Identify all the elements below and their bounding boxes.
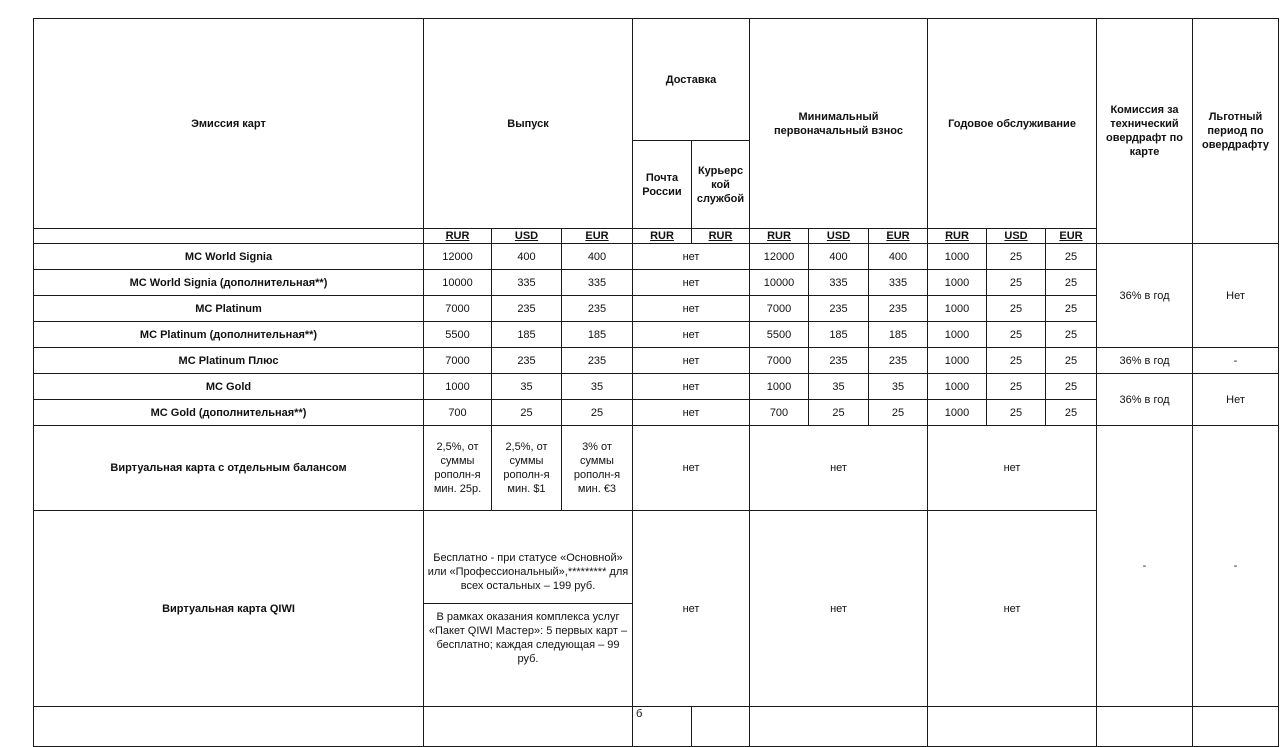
issue-eur: 335 [562,270,633,296]
issue-qiwi-top: Бесплатно - при статусе «Основной» или «Профессиональный»,********* для всех остальных – 199 руб. [424,551,632,604]
delivery-value: нет [633,400,750,426]
card-name: Виртуальная карта QIWI [34,511,424,707]
min-deposit-value: нет [750,511,928,707]
annual-rur: 1000 [928,296,987,322]
currency-annual-usd: USD [987,229,1046,244]
min-rur: 700 [750,400,809,426]
card-name: MC Platinum Плюс [34,348,424,374]
issue-eur: 25 [562,400,633,426]
annual-eur: 25 [1046,296,1097,322]
grace-group-3: Нет [1193,374,1279,426]
currency-post-rur: RUR [633,229,692,244]
currency-min-eur: EUR [869,229,928,244]
issue-usd: 35 [492,374,562,400]
annual-usd: 25 [987,322,1046,348]
currency-issue-eur: EUR [562,229,633,244]
annual-usd: 25 [987,374,1046,400]
issue-eur: 235 [562,348,633,374]
card-name: MC World Signia (дополнительная**) [34,270,424,296]
header-emission: Эмиссия карт [34,19,424,229]
header-issue: Выпуск [424,19,633,229]
overdraft-fee-qiwi: - [1097,426,1193,707]
currency-courier-rur: RUR [692,229,750,244]
delivery-value: нет [633,244,750,270]
min-rur: 12000 [750,244,809,270]
min-rur: 10000 [750,270,809,296]
annual-service-value: нет [928,426,1097,511]
issue-usd: 235 [492,348,562,374]
card-name: Виртуальная карта с отдельным балансом [34,426,424,511]
table-row [34,400,1279,426]
annual-usd: 25 [987,244,1046,270]
min-eur: 235 [869,296,928,322]
min-rur: 5500 [750,322,809,348]
annual-usd: 25 [987,296,1046,322]
issue-rur: 7000 [424,296,492,322]
annual-eur: 25 [1046,374,1097,400]
table-row [34,707,1279,747]
issue-usd: 235 [492,296,562,322]
min-rur: 7000 [750,348,809,374]
header-delivery: Доставка [633,19,750,141]
issue-qiwi [424,511,633,707]
issue-eur: 235 [562,296,633,322]
min-eur: 235 [869,348,928,374]
issue-rur: 10000 [424,270,492,296]
issue-rur: 700 [424,400,492,426]
card-name: MC Gold (дополнительная**) [34,400,424,426]
annual-rur: 1000 [928,400,987,426]
header-overdraft-fee: Комиссия за технический овердрафт по карте [1097,19,1193,244]
currency-blank [34,229,424,244]
table-row [34,322,1279,348]
issue-eur: 3% от суммы pополн-я мин. €3 [562,426,633,511]
issue-rur: 1000 [424,374,492,400]
issue-qiwi-bottom: В рамках оказания комплекса услуг «Пакет QIWI Мастер»: 5 первых карт – бесплатно; каждая следующая – 99 руб. [428,611,628,665]
min-usd: 335 [809,270,869,296]
annual-rur: 1000 [928,244,987,270]
table-row [34,244,1279,270]
grace-group-1: Нет [1193,244,1279,348]
card-name: MC Platinum (дополнительная**) [34,322,424,348]
min-eur: 25 [869,400,928,426]
table-row [34,348,1279,374]
min-rur: 1000 [750,374,809,400]
issue-rur: 7000 [424,348,492,374]
currency-issue-usd: USD [492,229,562,244]
min-eur: 35 [869,374,928,400]
min-eur: 335 [869,270,928,296]
annual-usd: 25 [987,348,1046,374]
card-fees-table [33,18,1279,747]
issue-eur: 400 [562,244,633,270]
header-delivery-post: Почта России [633,141,692,229]
currency-min-rur: RUR [750,229,809,244]
annual-rur: 1000 [928,270,987,296]
annual-rur: 1000 [928,322,987,348]
annual-service-value: нет [928,511,1097,707]
min-deposit-value: нет [750,426,928,511]
annual-rur: 1000 [928,348,987,374]
min-usd: 185 [809,322,869,348]
delivery-value: нет [633,511,750,707]
delivery-value: нет [633,296,750,322]
header-annual-service: Годовое обслуживание [928,19,1097,229]
issue-rur: 12000 [424,244,492,270]
delivery-value: нет [633,426,750,511]
currency-issue-rur: RUR [424,229,492,244]
partial-text: б [633,707,692,747]
currency-min-usd: USD [809,229,869,244]
header-grace-period: Льготный период по овердрафту [1193,19,1279,244]
delivery-value: нет [633,270,750,296]
issue-rur: 2,5%, от суммы pополн-я мин. 25р. [424,426,492,511]
issue-usd: 335 [492,270,562,296]
table-row [34,296,1279,322]
overdraft-fee-group-2: 36% в год [1097,348,1193,374]
min-usd: 35 [809,374,869,400]
header-delivery-courier: Курьерс кой службой [692,141,750,229]
table-row [34,426,1279,511]
grace-group-2: - [1193,348,1279,374]
min-eur: 185 [869,322,928,348]
delivery-value: нет [633,322,750,348]
issue-eur: 185 [562,322,633,348]
annual-eur: 25 [1046,400,1097,426]
annual-usd: 25 [987,400,1046,426]
card-name: MC Gold [34,374,424,400]
min-rur: 7000 [750,296,809,322]
delivery-value: нет [633,374,750,400]
annual-usd: 25 [987,270,1046,296]
currency-annual-rur: RUR [928,229,987,244]
issue-eur: 35 [562,374,633,400]
issue-usd: 400 [492,244,562,270]
annual-eur: 25 [1046,270,1097,296]
issue-usd: 185 [492,322,562,348]
delivery-value: нет [633,348,750,374]
annual-eur: 25 [1046,322,1097,348]
overdraft-fee-group-1: 36% в год [1097,244,1193,348]
card-name: MC Platinum [34,296,424,322]
annual-eur: 25 [1046,244,1097,270]
issue-usd: 2,5%, от суммы pополн-я мин. $1 [492,426,562,511]
card-name: MC World Signia [34,244,424,270]
min-usd: 25 [809,400,869,426]
table-row [34,374,1279,400]
annual-rur: 1000 [928,374,987,400]
issue-usd: 25 [492,400,562,426]
grace-qiwi: - [1193,426,1279,707]
min-usd: 400 [809,244,869,270]
issue-rur: 5500 [424,322,492,348]
annual-eur: 25 [1046,348,1097,374]
table-row [34,511,1279,707]
min-usd: 235 [809,296,869,322]
header-min-deposit: Минимальный первоначальный взнос [750,19,928,229]
currency-annual-eur: EUR [1046,229,1097,244]
min-usd: 235 [809,348,869,374]
table-row [34,270,1279,296]
overdraft-fee-group-3: 36% в год [1097,374,1193,426]
min-eur: 400 [869,244,928,270]
